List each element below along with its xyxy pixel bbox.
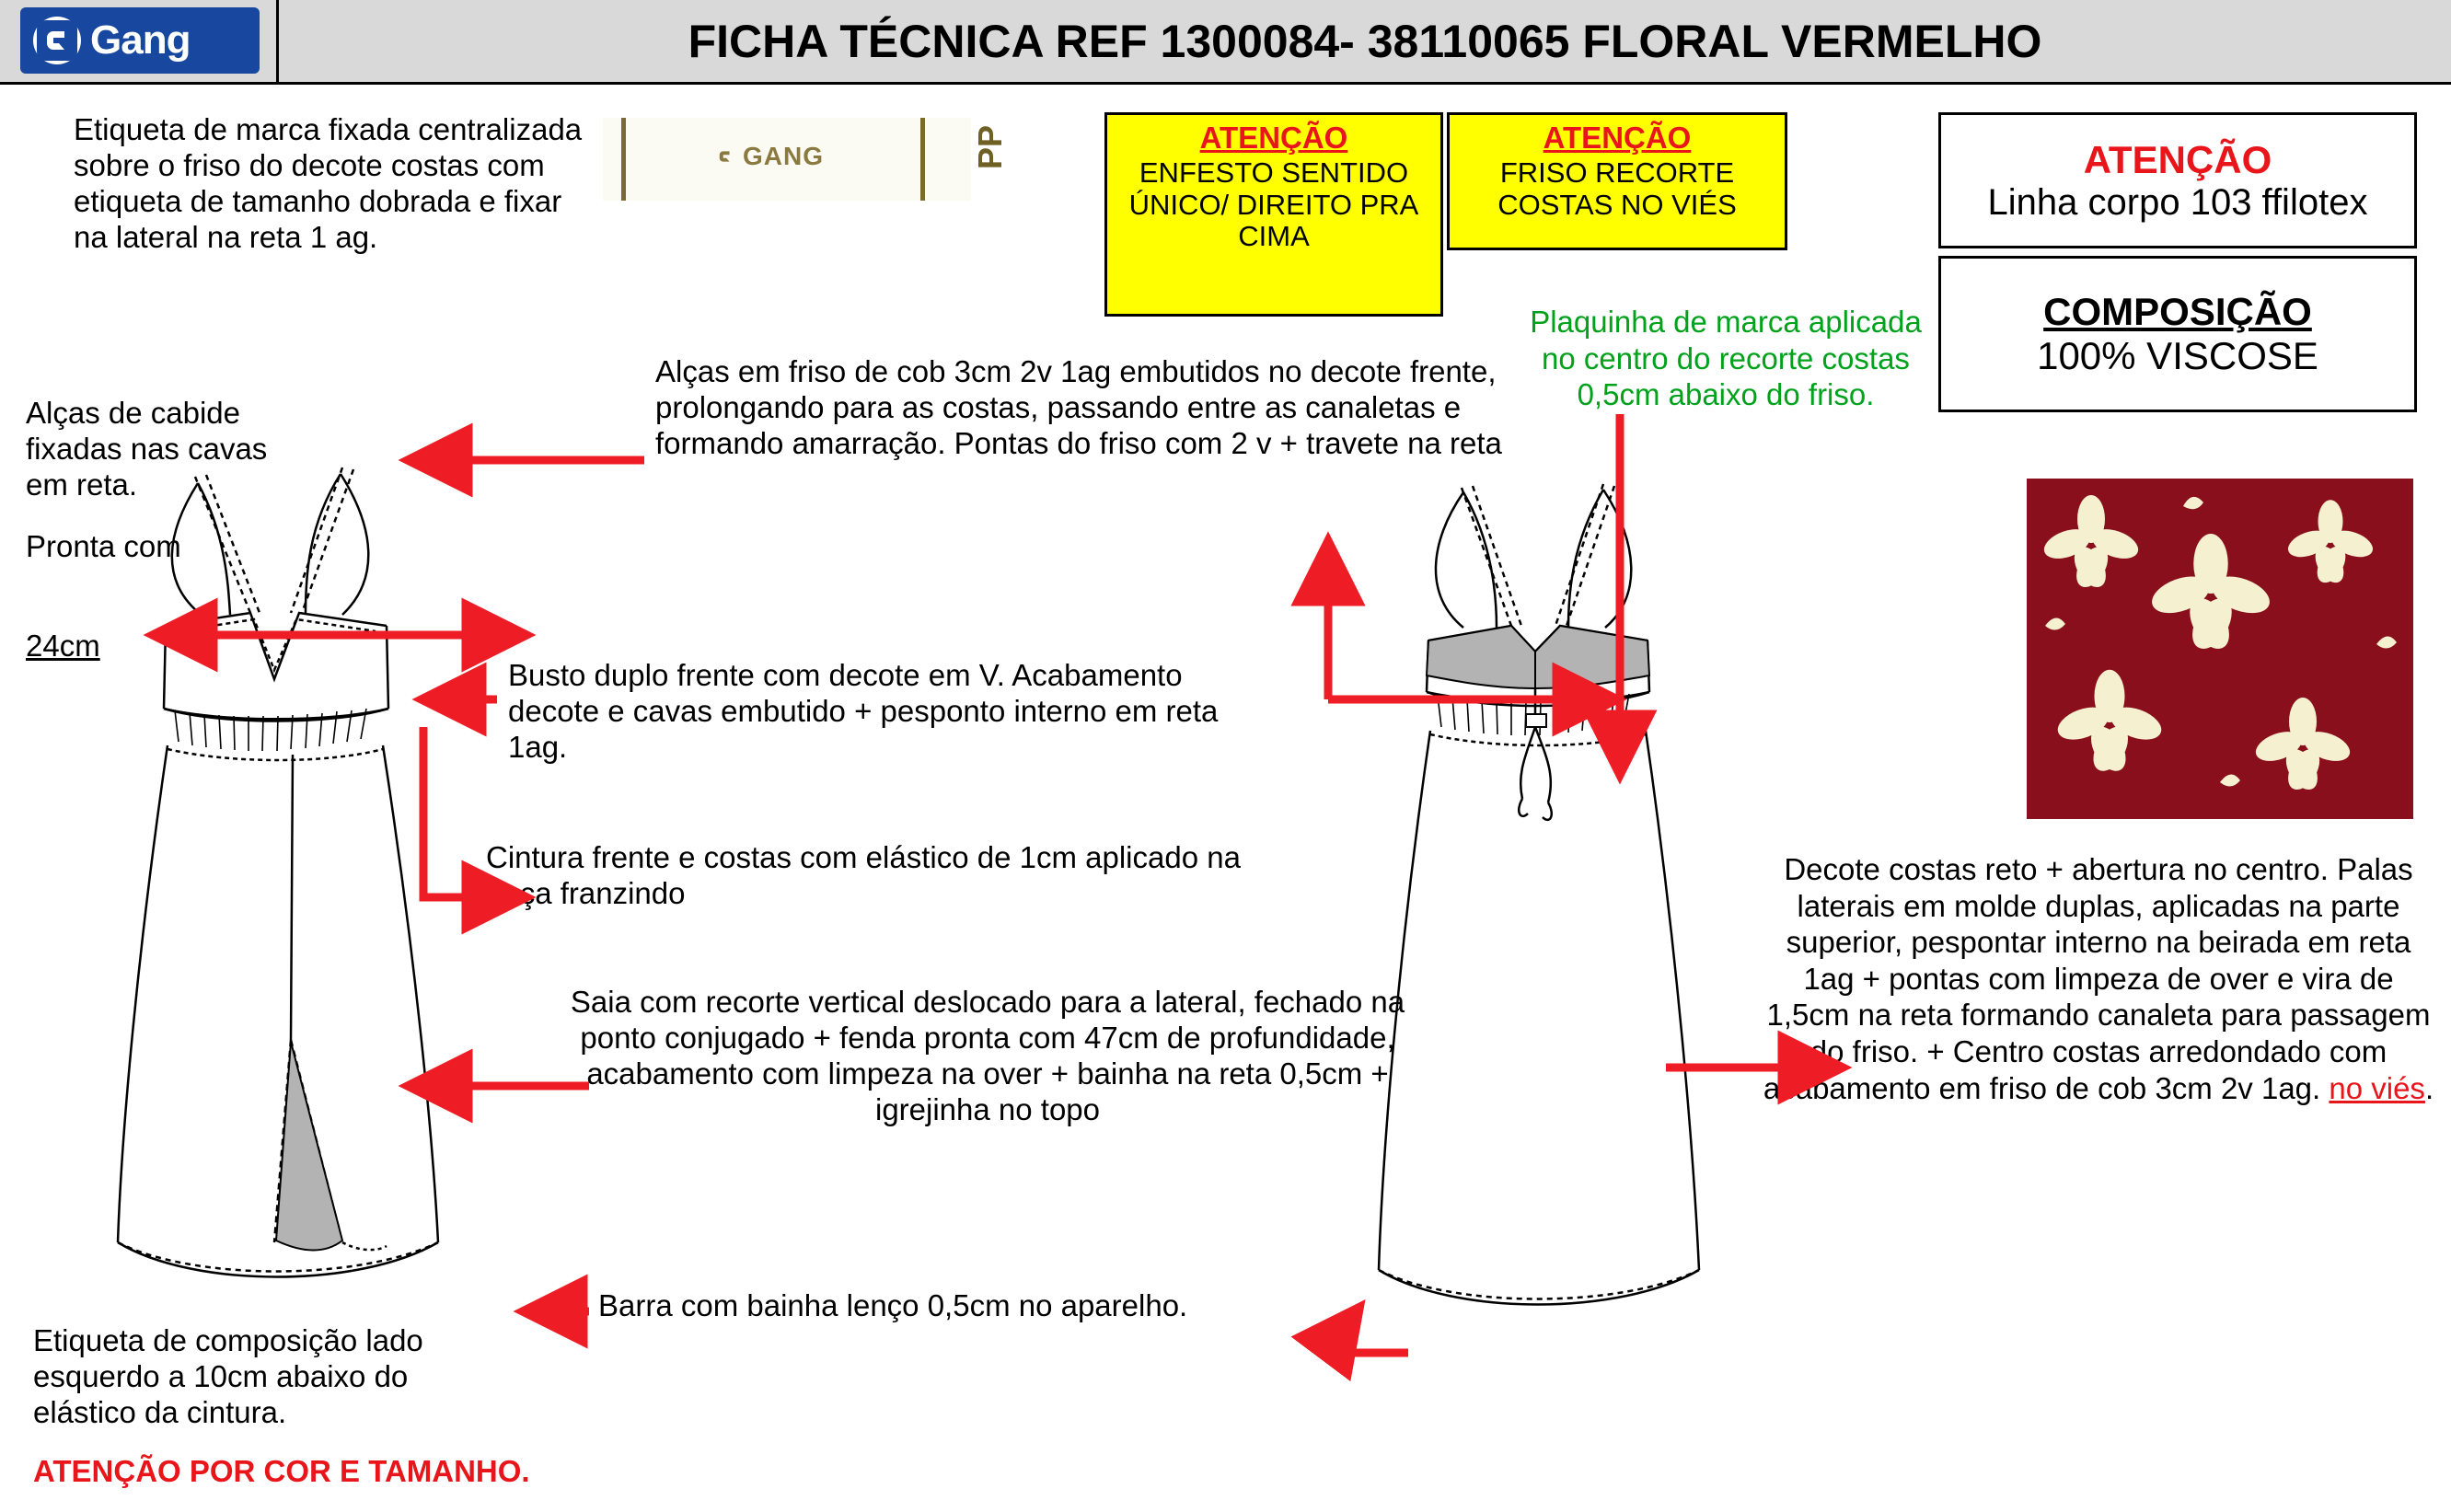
note-composition-warning: ATENÇÃO POR COR E TAMANHO. — [33, 1454, 530, 1488]
note-plaque: Plaquinha de marca aplicada no centro do recorte costas 0,5cm abaixo do friso. — [1530, 305, 1922, 412]
note-composition-label: Etiqueta de composição lado esquerdo a 10cm abaixo do elástico da cintura. — [33, 1323, 423, 1429]
attention-box-friso-header: ATENÇÃO — [1543, 121, 1692, 155]
attention-box-friso-body: FRISO RECORTE COSTAS NO VIÉS — [1497, 156, 1737, 221]
note-brand-label: Etiqueta de marca fixada centralizada sobre o friso do decote costas com etiqueta de tamanho dobrada e fixar na lateral na reta 1 ag. — [74, 112, 583, 254]
attention-box-linha-header: ATENÇÃO — [2083, 137, 2272, 181]
note-waist: Cintura frente e costas com elástico de 1cm aplicado na peça franzindo — [486, 840, 1241, 910]
note-bust: Busto duplo frente com decote em V. Acabamento decote e cavas embutido + pesponto interno em reta 1ag. — [508, 658, 1219, 764]
note-hanger-ready: Pronta com — [26, 529, 181, 563]
composition-box-body: 100% VISCOSE — [2037, 334, 2318, 377]
swatch-brand-label: GANG — [743, 142, 824, 170]
page-title: FICHA TÉCNICA REF 1300084- 38110065 FLORAL VERMELHO — [688, 15, 2042, 67]
note-hanger-straps: Alças de cabide fixadas nas cavas em reta. — [26, 396, 268, 502]
note-skirt: Saia com recorte vertical deslocado para a lateral, fechado na ponto conjugado + fenda pronta com 47cm de profundidade, acabamento com limpeza na over + bainha na reta 0,5cm + igrejinha no topo — [570, 985, 1405, 1126]
note-back-tail: no viés — [2329, 1070, 2425, 1105]
composition-box-header: COMPOSIÇÃO — [2043, 290, 2312, 333]
brand-logo-text: Gang — [90, 17, 191, 63]
swatch-size-label: PP — [971, 125, 1009, 170]
note-hanger-measure: 24cm — [26, 629, 100, 663]
note-hem: Barra com bainha lenço 0,5cm no aparelho. — [598, 1288, 1188, 1322]
note-back-tail-dot: . — [2424, 1070, 2434, 1105]
attention-box-enfesto-header: ATENÇÃO — [1199, 121, 1348, 155]
attention-box-enfesto-body: ENFESTO SENTIDO ÚNICO/ DIREITO PRA CIMA — [1128, 156, 1419, 253]
note-straps: Alças em friso de cob 3cm 2v 1ag embutidos no decote frente, prolongando para as costas, passando entre as canaletas e formando amarração. Pontas do friso com 2 v + travete na reta — [655, 354, 1502, 460]
attention-box-linha-body: Linha corpo 103 ffilotex — [1987, 181, 2368, 223]
note-back-main: Decote costas reto + abertura no centro. Palas laterais em molde duplas, aplicadas na parte superior, pespontar interno na beirada em reta 1ag + pontas com limpeza de over e vira de 1,5cm na reta formando canaleta para passagem do friso. + Centro costas arredondado com acabamento em friso de cob 3cm 2v 1ag. — [1763, 852, 2431, 1105]
